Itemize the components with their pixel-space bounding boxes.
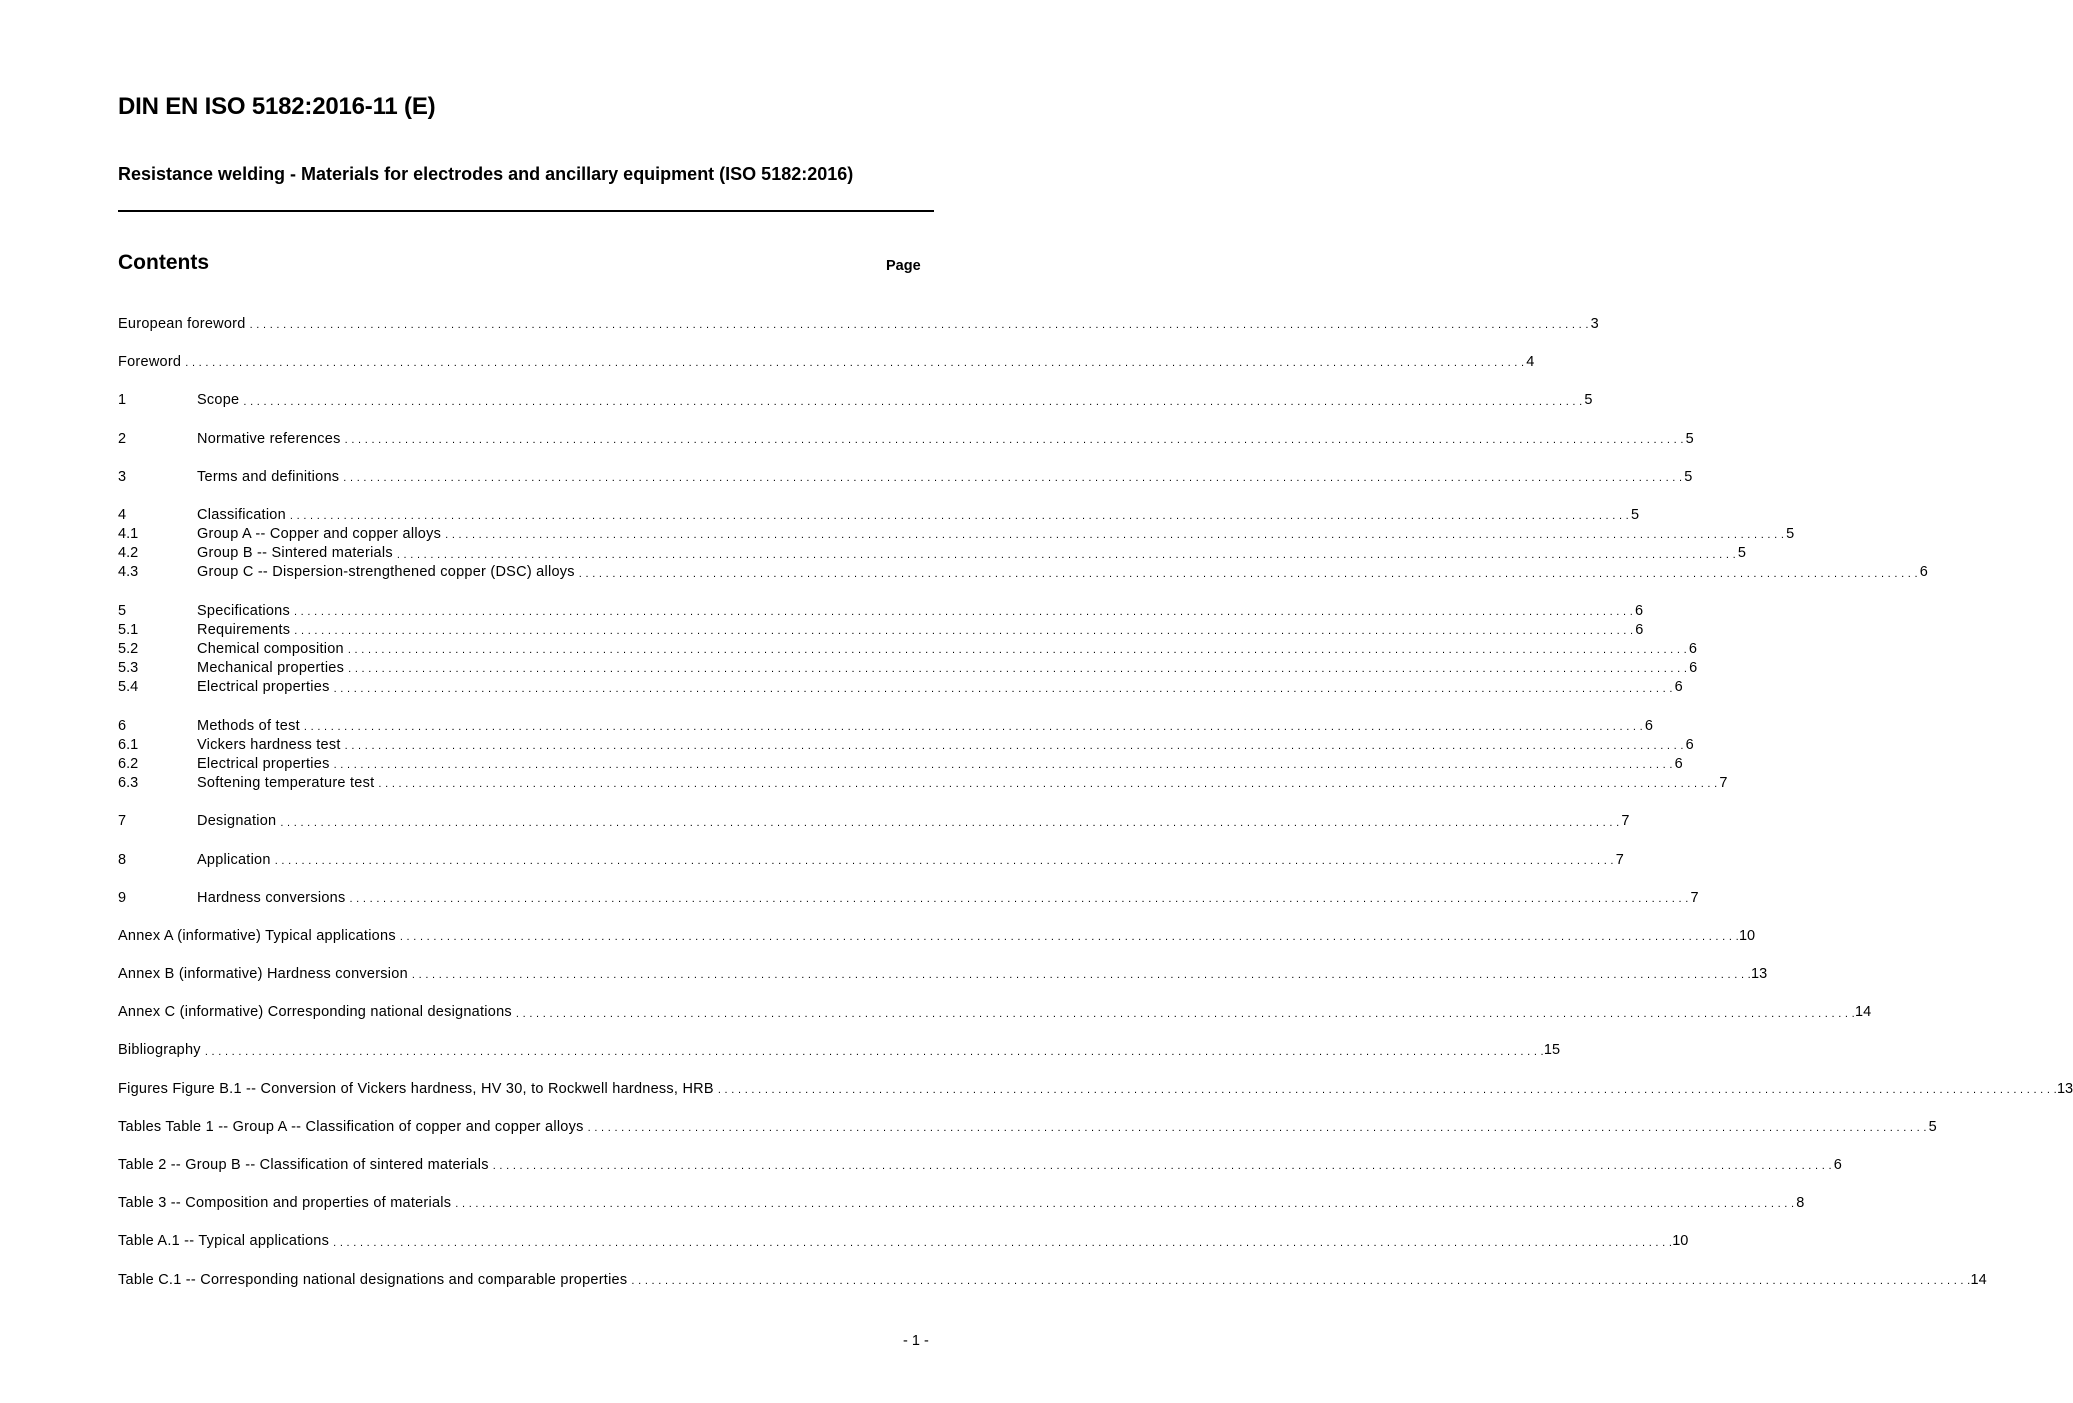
- page-number: - 1 -: [903, 1333, 929, 1349]
- toc-entry-label: Table 2 -- Group B -- Classification of sintered materials: [118, 1157, 489, 1174]
- toc-entry-page: 6: [1674, 679, 1683, 696]
- toc-entry-number: 9: [118, 889, 127, 906]
- toc-entry[interactable]: [118, 755, 1683, 774]
- toc-leader-dots: . . . . . . . . . . . . . . . . . . . . . . . . . . . . . . . . . . . . . . . . . . . . . . . . . . . . . . . . . . . . . . . . . . . . . . . . . . . . . . . . . . . . . . . . . . . . . . . . . . . . . . . . . . . . . . . . . . . . . . . . . . . . . . . . . . . . . . . . . . . . . . . . . . . . . . . . . . . . . . . . . . . . . . . . . . . . . . . . . . . . . . . . . . . . . . . . . . . . . . . .: [587, 1122, 1927, 1135]
- toc-entry-page: 7: [1719, 775, 1728, 792]
- toc-entry-page: 7: [1621, 813, 1630, 830]
- toc-entry[interactable]: [118, 353, 1535, 372]
- toc-entry-number: 5.2: [118, 641, 139, 658]
- toc-entry-page: 7: [1615, 851, 1624, 868]
- toc-entry-number: 5.1: [118, 621, 139, 638]
- toc-leader-dots: . . . . . . . . . . . . . . . . . . . . . . . . . . . . . . . . . . . . . . . . . . . . . . . . . . . . . . . . . . . . . . . . . . . . . . . . . . . . . . . . . . . . . . . . . . . . . . . . . . . . . . . . . . . . . . . . . . . . . . . . . . . . . . . . . . . . . . . . . . . . . . . . . . . . . . . . . . . . . . . . . . . . . . . . . . . . . . . . . . . . . . . . . . . . . . . . . . . . . . . .: [344, 433, 1684, 446]
- toc-entry-page: 5: [1685, 430, 1694, 447]
- toc-entry-label: Table 3 -- Composition and properties of materials: [118, 1195, 452, 1212]
- toc-entry-label: Group A -- Copper and copper alloys: [197, 526, 442, 543]
- toc-entry-label: Figures Figure B.1 -- Conversion of Vickers hardness, HV 30, to Rockwell hardness, HRB: [118, 1080, 714, 1097]
- toc-entry-label: Foreword: [118, 354, 182, 371]
- toc-entry-page: 5: [1737, 545, 1746, 562]
- toc-entry-page: 6: [1635, 621, 1644, 638]
- toc-entry[interactable]: [118, 1156, 1842, 1175]
- toc-entry[interactable]: [118, 525, 1795, 544]
- toc-entry[interactable]: [118, 1080, 2073, 1099]
- toc-entry-label: Scope: [197, 392, 240, 409]
- toc-entry-page: 6: [1833, 1157, 1842, 1174]
- toc-entry-page: 13: [2056, 1080, 2073, 1097]
- toc-leader-dots: . . . . . . . . . . . . . . . . . . . . . . . . . . . . . . . . . . . . . . . . . . . . . . . . . . . . . . . . . . . . . . . . . . . . . . . . . . . . . . . . . . . . . . . . . . . . . . . . . . . . . . . . . . . . . . . . . . . . . . . . . . . . . . . . . . . . . . . . . . . . . . . . . . . . . . . . . . . . . . . . . . . . . . . . . . . . . . . . . . . . . . . . . . . . . . . . . . . . . . . .: [185, 357, 1525, 370]
- toc-entry-page: 6: [1688, 641, 1697, 658]
- toc-leader-dots: . . . . . . . . . . . . . . . . . . . . . . . . . . . . . . . . . . . . . . . . . . . . . . . . . . . . . . . . . . . . . . . . . . . . . . . . . . . . . . . . . . . . . . . . . . . . . . . . . . . . . . . . . . . . . . . . . . . . . . . . . . . . . . . . . . . . . . . . . . . . . . . . . . . . . . . . . . . . . . . . . . . . . . . . . . . . . . . . . . . . . . . . . . . . . . . . . . . . . . . .: [333, 759, 1673, 772]
- toc-entry-label: Terms and definitions: [197, 468, 340, 485]
- toc-entry-label: Group C -- Dispersion-strengthened copper (DSC) alloys: [197, 564, 575, 581]
- toc-entry-page: 5: [1630, 506, 1640, 523]
- toc-entry-page: 3: [1590, 315, 1599, 332]
- toc-entry-label: Annex B (informative) Hardness conversion: [118, 966, 408, 983]
- toc-leader-dots: . . . . . . . . . . . . . . . . . . . . . . . . . . . . . . . . . . . . . . . . . . . . . . . . . . . . . . . . . . . . . . . . . . . . . . . . . . . . . . . . . . . . . . . . . . . . . . . . . . . . . . . . . . . . . . . . . . . . . . . . . . . . . . . . . . . . . . . . . . . . . . . . . . . . . . . . . . . . . . . . . . . . . . . . . . . . . . . . . . . . . . . . . . . . . . . . . . . . . . . .: [343, 471, 1683, 484]
- toc-entry[interactable]: [118, 391, 1593, 410]
- toc-entry-page: 13: [1751, 966, 1768, 983]
- toc-entry[interactable]: [118, 965, 1768, 984]
- toc-entry-label: Electrical properties: [197, 679, 330, 696]
- toc-leader-dots: . . . . . . . . . . . . . . . . . . . . . . . . . . . . . . . . . . . . . . . . . . . . . . . . . . . . . . . . . . . . . . . . . . . . . . . . . . . . . . . . . . . . . . . . . . . . . . . . . . . . . . . . . . . . . . . . . . . . . . . . . . . . . . . . . . . . . . . . . . . . . . . . . . . . . . . . . . . . . . . . . . . . . . . . . . . . . . . . . . . . . . . . . . . . . . . . . . . . . . . .: [492, 1160, 1832, 1173]
- toc-leader-dots: . . . . . . . . . . . . . . . . . . . . . . . . . . . . . . . . . . . . . . . . . . . . . . . . . . . . . . . . . . . . . . . . . . . . . . . . . . . . . . . . . . . . . . . . . . . . . . . . . . . . . . . . . . . . . . . . . . . . . . . . . . . . . . . . . . . . . . . . . . . . . . . . . . . . . . . . . . . . . . . . . . . . . . . . . . . . . . . . . . . . . . . . . . . . . . . . . . . . . . . .: [455, 1198, 1795, 1211]
- toc-entry[interactable]: [118, 544, 1746, 563]
- toc-entry-page: 6: [1644, 717, 1653, 734]
- toc-entry-label: European foreword: [118, 315, 246, 332]
- toc-entry-page: 5: [1684, 468, 1693, 485]
- toc-entry[interactable]: [118, 621, 1644, 640]
- toc-entry-label: Annex A (informative) Typical applications: [118, 927, 396, 944]
- toc-entry-page: 7: [1690, 889, 1699, 906]
- toc-entry-page: 10: [1738, 927, 1756, 944]
- toc-entry[interactable]: [118, 640, 1697, 659]
- toc-entry[interactable]: [118, 1042, 1561, 1061]
- toc-entry-number: 4.1: [118, 526, 139, 543]
- toc-entry[interactable]: [118, 1118, 1937, 1137]
- toc-entry-number: 4.3: [118, 564, 139, 581]
- toc-entry-number: 6.1: [118, 736, 139, 753]
- toc-leader-dots: . . . . . . . . . . . . . . . . . . . . . . . . . . . . . . . . . . . . . . . . . . . . . . . . . . . . . . . . . . . . . . . . . . . . . . . . . . . . . . . . . . . . . . . . . . . . . . . . . . . . . . . . . . . . . . . . . . . . . . . . . . . . . . . . . . . . . . . . . . . . . . . . . . . . . . . . . . . . . . . . . . . . . . . . . . . . . . . . . . . . . . . . . . . . . . . . . . . . . . . .: [303, 720, 1643, 733]
- toc-entry-label: Group B -- Sintered materials: [197, 545, 393, 562]
- toc-entry-number: 7: [118, 813, 127, 830]
- title-rule: [118, 210, 934, 212]
- toc-leader-dots: . . . . . . . . . . . . . . . . . . . . . . . . . . . . . . . . . . . . . . . . . . . . . . . . . . . . . . . . . . . . . . . . . . . . . . . . . . . . . . . . . . . . . . . . . . . . . . . . . . . . . . . . . . . . . . . . . . . . . . . . . . . . . . . . . . . . . . . . . . . . . . . . . . . . . . . . . . . . . . . . . . . . . . . . . . . . . . . . . . . . . . . . . . . . . . . . . . . . . . . .: [515, 1007, 1855, 1020]
- toc-leader-dots: . . . . . . . . . . . . . . . . . . . . . . . . . . . . . . . . . . . . . . . . . . . . . . . . . . . . . . . . . . . . . . . . . . . . . . . . . . . . . . . . . . . . . . . . . . . . . . . . . . . . . . . . . . . . . . . . . . . . . . . . . . . . . . . . . . . . . . . . . . . . . . . . . . . . . . . . . . . . . . . . . . . . . . . . . . . . . . . . . . . . . . . . . . . . . . . . . . . . . . . .: [445, 529, 1785, 542]
- toc-entry-label: Bibliography: [118, 1042, 201, 1059]
- toc-entry[interactable]: [118, 927, 1756, 946]
- toc-entry-page: 5: [1786, 526, 1795, 543]
- toc-leader-dots: . . . . . . . . . . . . . . . . . . . . . . . . . . . . . . . . . . . . . . . . . . . . . . . . . . . . . . . . . . . . . . . . . . . . . . . . . . . . . . . . . . . . . . . . . . . . . . . . . . . . . . . . . . . . . . . . . . . . . . . . . . . . . . . . . . . . . . . . . . . . . . . . . . . . . . . . . . . . . . . . . . . . . . . . . . . . . . . . . . . . . . . . . . . . . . . . . . . . . . . .: [347, 644, 1687, 657]
- toc-entry-number: 4.2: [118, 545, 139, 562]
- toc-entry-label: Chemical composition: [197, 641, 344, 658]
- toc-entry-label: Specifications: [197, 602, 290, 619]
- toc-entry[interactable]: [118, 889, 1699, 908]
- toc-leader-dots: . . . . . . . . . . . . . . . . . . . . . . . . . . . . . . . . . . . . . . . . . . . . . . . . . . . . . . . . . . . . . . . . . . . . . . . . . . . . . . . . . . . . . . . . . . . . . . . . . . . . . . . . . . . . . . . . . . . . . . . . . . . . . . . . . . . . . . . . . . . . . . . . . . . . . . . . . . . . . . . . . . . . . . . . . . . . . . . . . . . . . . . . . . . . . . . . . . . . . . . .: [294, 625, 1634, 638]
- toc-entry-number: 4: [118, 506, 127, 523]
- document-title: DIN EN ISO 5182:2016-11 (E): [118, 93, 436, 120]
- toc-leader-dots: . . . . . . . . . . . . . . . . . . . . . . . . . . . . . . . . . . . . . . . . . . . . . . . . . . . . . . . . . . . . . . . . . . . . . . . . . . . . . . . . . . . . . . . . . . . . . . . . . . . . . . . . . . . . . . . . . . . . . . . . . . . . . . . . . . . . . . . . . . . . . . . . . . . . . . . . . . . . . . . . . . . . . . . . . . . . . . . . . . . . . . . . . . . . . . . . . . . . . . . .: [396, 548, 1736, 561]
- toc-entry-page: 6: [1685, 736, 1694, 753]
- toc-entry[interactable]: [118, 506, 1640, 525]
- toc-leader-dots: . . . . . . . . . . . . . . . . . . . . . . . . . . . . . . . . . . . . . . . . . . . . . . . . . . . . . . . . . . . . . . . . . . . . . . . . . . . . . . . . . . . . . . . . . . . . . . . . . . . . . . . . . . . . . . . . . . . . . . . . . . . . . . . . . . . . . . . . . . . . . . . . . . . . . . . . . . . . . . . . . . . . . . . . . . . . . . . . . . . . . . . . . . . . . . . . . . . . . . . .: [204, 1045, 1544, 1058]
- toc-entry-label: Mechanical properties: [197, 660, 345, 677]
- toc-entry[interactable]: [118, 1194, 1805, 1213]
- toc-entry-page: 10: [1672, 1233, 1689, 1250]
- toc-entry-page: 6: [1674, 755, 1683, 772]
- contents-heading: Contents: [118, 251, 209, 274]
- toc-entry[interactable]: [118, 564, 1928, 583]
- toc-leader-dots: . . . . . . . . . . . . . . . . . . . . . . . . . . . . . . . . . . . . . . . . . . . . . . . . . . . . . . . . . . . . . . . . . . . . . . . . . . . . . . . . . . . . . . . . . . . . . . . . . . . . . . . . . . . . . . . . . . . . . . . . . . . . . . . . . . . . . . . . . . . . . . . . . . . . . . . . . . . . . . . . . . . . . . . . . . . . . . . . . . . . . . . . . . . . . . . . . . . . . . . .: [378, 778, 1718, 791]
- toc-leader-dots: . . . . . . . . . . . . . . . . . . . . . . . . . . . . . . . . . . . . . . . . . . . . . . . . . . . . . . . . . . . . . . . . . . . . . . . . . . . . . . . . . . . . . . . . . . . . . . . . . . . . . . . . . . . . . . . . . . . . . . . . . . . . . . . . . . . . . . . . . . . . . . . . . . . . . . . . . . . . . . . . . . . . . . . . . . . . . . . . . . . . . . . . . . . . . . . . . . . . . . . .: [243, 395, 1583, 408]
- toc-entry-page: 14: [1970, 1271, 1987, 1288]
- toc-entry-number: 6.2: [118, 755, 139, 772]
- toc-entry[interactable]: [118, 602, 1644, 621]
- toc-leader-dots: . . . . . . . . . . . . . . . . . . . . . . . . . . . . . . . . . . . . . . . . . . . . . . . . . . . . . . . . . . . . . . . . . . . . . . . . . . . . . . . . . . . . . . . . . . . . . . . . . . . . . . . . . . . . . . . . . . . . . . . . . . . . . . . . . . . . . . . . . . . . . . . . . . . . . . . . . . . . . . . . . . . . . . . . . . . . . . . . . . . . . . . . . . . . . . . . . . . . . . . .: [578, 567, 1918, 580]
- toc-entry-page: 8: [1796, 1195, 1805, 1212]
- toc-leader-dots: . . . . . . . . . . . . . . . . . . . . . . . . . . . . . . . . . . . . . . . . . . . . . . . . . . . . . . . . . . . . . . . . . . . . . . . . . . . . . . . . . . . . . . . . . . . . . . . . . . . . . . . . . . . . . . . . . . . . . . . . . . . . . . . . . . . . . . . . . . . . . . . . . . . . . . . . . . . . . . . . . . . . . . . . . . . . . . . . . . . . . . . . . . . . . . . . . . . . . . . .: [411, 969, 1752, 982]
- toc-entry-label: Vickers hardness test: [197, 736, 341, 753]
- toc-entry-number: 5.4: [118, 679, 139, 696]
- toc-entry[interactable]: [118, 678, 1683, 697]
- toc-entry-page: 14: [1855, 1004, 1872, 1021]
- toc-entry-label: Classification: [197, 506, 286, 523]
- toc-entry-label: Table A.1 -- Typical applications: [118, 1233, 330, 1250]
- toc-leader-dots: . . . . . . . . . . . . . . . . . . . . . . . . . . . . . . . . . . . . . . . . . . . . . . . . . . . . . . . . . . . . . . . . . . . . . . . . . . . . . . . . . . . . . . . . . . . . . . . . . . . . . . . . . . . . . . . . . . . . . . . . . . . . . . . . . . . . . . . . . . . . . . . . . . . . . . . . . . . . . . . . . . . . . . . . . . . . . . . . . . . . . . . . . . . . . . . . . . . . . . . .: [274, 854, 1614, 867]
- toc-leader-dots: . . . . . . . . . . . . . . . . . . . . . . . . . . . . . . . . . . . . . . . . . . . . . . . . . . . . . . . . . . . . . . . . . . . . . . . . . . . . . . . . . . . . . . . . . . . . . . . . . . . . . . . . . . . . . . . . . . . . . . . . . . . . . . . . . . . . . . . . . . . . . . . . . . . . . . . . . . . . . . . . . . . . . . . . . . . . . . . . . . . . . . . . . . . . . . . . . . . . . . . .: [333, 1236, 1673, 1249]
- toc-leader-dots: . . . . . . . . . . . . . . . . . . . . . . . . . . . . . . . . . . . . . . . . . . . . . . . . . . . . . . . . . . . . . . . . . . . . . . . . . . . . . . . . . . . . . . . . . . . . . . . . . . . . . . . . . . . . . . . . . . . . . . . . . . . . . . . . . . . . . . . . . . . . . . . . . . . . . . . . . . . . . . . . . . . . . . . . . . . . . . . . . . . . . . . . . . . . . . . . . . . . . . . .: [631, 1274, 1971, 1287]
- toc-entry-number: 2: [118, 430, 127, 447]
- toc-entry[interactable]: [118, 1232, 1689, 1251]
- toc-entry-number: 5.3: [118, 660, 139, 677]
- toc-entry-number: 8: [118, 851, 127, 868]
- toc-leader-dots: . . . . . . . . . . . . . . . . . . . . . . . . . . . . . . . . . . . . . . . . . . . . . . . . . . . . . . . . . . . . . . . . . . . . . . . . . . . . . . . . . . . . . . . . . . . . . . . . . . . . . . . . . . . . . . . . . . . . . . . . . . . . . . . . . . . . . . . . . . . . . . . . . . . . . . . . . . . . . . . . . . . . . . . . . . . . . . . . . . . . . . . . . . . . . . . . . . . . . . . .: [293, 605, 1634, 618]
- toc-leader-dots: . . . . . . . . . . . . . . . . . . . . . . . . . . . . . . . . . . . . . . . . . . . . . . . . . . . . . . . . . . . . . . . . . . . . . . . . . . . . . . . . . . . . . . . . . . . . . . . . . . . . . . . . . . . . . . . . . . . . . . . . . . . . . . . . . . . . . . . . . . . . . . . . . . . . . . . . . . . . . . . . . . . . . . . . . . . . . . . . . . . . . . . . . . . . . . . . . . . . . . . .: [399, 931, 1739, 944]
- toc-entry-label: Application: [197, 851, 271, 868]
- toc-leader-dots: . . . . . . . . . . . . . . . . . . . . . . . . . . . . . . . . . . . . . . . . . . . . . . . . . . . . . . . . . . . . . . . . . . . . . . . . . . . . . . . . . . . . . . . . . . . . . . . . . . . . . . . . . . . . . . . . . . . . . . . . . . . . . . . . . . . . . . . . . . . . . . . . . . . . . . . . . . . . . . . . . . . . . . . . . . . . . . . . . . . . . . . . . . . . . . . . . . . . . . . .: [249, 319, 1589, 332]
- toc-entry[interactable]: [118, 1271, 1987, 1290]
- toc-entry-number: 3: [118, 468, 127, 485]
- toc-entry-label: Requirements: [197, 621, 291, 638]
- toc-entry[interactable]: [118, 774, 1728, 793]
- document-subtitle: Resistance welding - Materials for electrodes and ancillary equipment (ISO 5182:2016): [118, 164, 854, 184]
- toc-entry[interactable]: [118, 812, 1630, 831]
- toc-leader-dots: . . . . . . . . . . . . . . . . . . . . . . . . . . . . . . . . . . . . . . . . . . . . . . . . . . . . . . . . . . . . . . . . . . . . . . . . . . . . . . . . . . . . . . . . . . . . . . . . . . . . . . . . . . . . . . . . . . . . . . . . . . . . . . . . . . . . . . . . . . . . . . . . . . . . . . . . . . . . . . . . . . . . . . . . . . . . . . . . . . . . . . . . . . . . . . . . . . . . . . . .: [289, 510, 1630, 523]
- toc-entry-number: 5: [118, 602, 127, 619]
- toc-entry-page: 5: [1584, 392, 1593, 409]
- toc-entry-label: Designation: [197, 813, 277, 830]
- toc-entry-label: Normative references: [197, 430, 341, 447]
- toc-entry-page: 6: [1919, 564, 1928, 581]
- toc-entry-page: 4: [1526, 354, 1535, 371]
- toc-entry[interactable]: [118, 468, 1693, 487]
- toc-leader-dots: . . . . . . . . . . . . . . . . . . . . . . . . . . . . . . . . . . . . . . . . . . . . . . . . . . . . . . . . . . . . . . . . . . . . . . . . . . . . . . . . . . . . . . . . . . . . . . . . . . . . . . . . . . . . . . . . . . . . . . . . . . . . . . . . . . . . . . . . . . . . . . . . . . . . . . . . . . . . . . . . . . . . . . . . . . . . . . . . . . . . . . . . . . . . . . . . . . . . . . . .: [348, 663, 1688, 676]
- toc-entry-number: 6: [118, 717, 127, 734]
- toc-entry[interactable]: [118, 430, 1694, 449]
- toc-leader-dots: . . . . . . . . . . . . . . . . . . . . . . . . . . . . . . . . . . . . . . . . . . . . . . . . . . . . . . . . . . . . . . . . . . . . . . . . . . . . . . . . . . . . . . . . . . . . . . . . . . . . . . . . . . . . . . . . . . . . . . . . . . . . . . . . . . . . . . . . . . . . . . . . . . . . . . . . . . . . . . . . . . . . . . . . . . . . . . . . . . . . . . . . . . . . . . . . . . . . . . . .: [333, 682, 1673, 695]
- toc-entry[interactable]: [118, 851, 1624, 870]
- toc-entry-page: 6: [1635, 602, 1644, 619]
- table-of-contents: [118, 315, 2073, 1290]
- toc-entry[interactable]: [118, 736, 1694, 755]
- page-column-heading: Page: [886, 258, 921, 274]
- toc-leader-dots: . . . . . . . . . . . . . . . . . . . . . . . . . . . . . . . . . . . . . . . . . . . . . . . . . . . . . . . . . . . . . . . . . . . . . . . . . . . . . . . . . . . . . . . . . . . . . . . . . . . . . . . . . . . . . . . . . . . . . . . . . . . . . . . . . . . . . . . . . . . . . . . . . . . . . . . . . . . . . . . . . . . . . . . . . . . . . . . . . . . . . . . . . . . . . . . . . . . . . . . .: [344, 740, 1684, 752]
- toc-entry-label: Table C.1 -- Corresponding national designations and comparable properties: [118, 1271, 628, 1288]
- toc-entry-label: Tables Table 1 -- Group A -- Classification of copper and copper alloys: [118, 1118, 584, 1135]
- toc-entry-label: Methods of test: [197, 717, 300, 734]
- toc-leader-dots: . . . . . . . . . . . . . . . . . . . . . . . . . . . . . . . . . . . . . . . . . . . . . . . . . . . . . . . . . . . . . . . . . . . . . . . . . . . . . . . . . . . . . . . . . . . . . . . . . . . . . . . . . . . . . . . . . . . . . . . . . . . . . . . . . . . . . . . . . . . . . . . . . . . . . . . . . . . . . . . . . . . . . . . . . . . . . . . . . . . . . . . . . . . . . . . . . . . . . . . .: [280, 816, 1620, 829]
- toc-leader-dots: . . . . . . . . . . . . . . . . . . . . . . . . . . . . . . . . . . . . . . . . . . . . . . . . . . . . . . . . . . . . . . . . . . . . . . . . . . . . . . . . . . . . . . . . . . . . . . . . . . . . . . . . . . . . . . . . . . . . . . . . . . . . . . . . . . . . . . . . . . . . . . . . . . . . . . . . . . . . . . . . . . . . . . . . . . . . . . . . . . . . . . . . . . . . . . . . . . . . . . . .: [717, 1083, 2057, 1096]
- toc-entry[interactable]: [118, 659, 1698, 678]
- toc-entry[interactable]: [118, 1003, 1872, 1022]
- toc-entry-label: Annex C (informative) Corresponding national designations: [118, 1004, 512, 1021]
- toc-entry[interactable]: [118, 315, 1599, 334]
- toc-entry[interactable]: [118, 717, 1653, 736]
- toc-entry-page: 6: [1689, 660, 1698, 677]
- toc-leader-dots: . . . . . . . . . . . . . . . . . . . . . . . . . . . . . . . . . . . . . . . . . . . . . . . . . . . . . . . . . . . . . . . . . . . . . . . . . . . . . . . . . . . . . . . . . . . . . . . . . . . . . . . . . . . . . . . . . . . . . . . . . . . . . . . . . . . . . . . . . . . . . . . . . . . . . . . . . . . . . . . . . . . . . . . . . . . . . . . . . . . . . . . . . . . . . . . . . . . . . . . .: [349, 892, 1689, 905]
- toc-entry-page: 15: [1543, 1042, 1561, 1059]
- toc-entry-page: 5: [1928, 1118, 1937, 1135]
- toc-entry-label: Hardness conversions: [197, 889, 346, 906]
- toc-entry-label: Electrical properties: [197, 755, 330, 772]
- toc-entry-label: Softening temperature test: [197, 775, 375, 792]
- toc-entry-number: 6.3: [118, 775, 139, 792]
- toc-entry-number: 1: [118, 392, 127, 409]
